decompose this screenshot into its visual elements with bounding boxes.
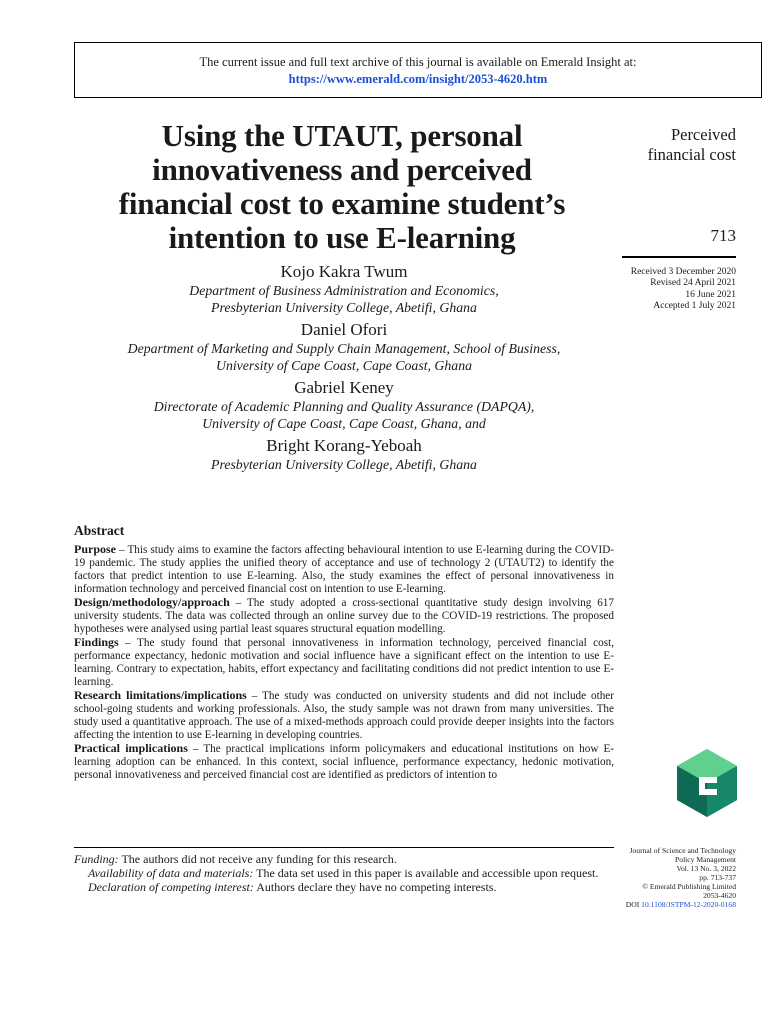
affiliation-line: Directorate of Academic Planning and Quality Assurance (DAPQA), bbox=[153, 399, 535, 414]
margin-divider bbox=[622, 256, 736, 258]
doi-link[interactable]: 10.1108/JSTPM-12-2020-0168 bbox=[641, 900, 736, 909]
received-line: Accepted 1 July 2021 bbox=[653, 300, 736, 311]
footnote-text: The authors did not receive any funding for this research. bbox=[118, 852, 397, 866]
affiliation-line: Presbyterian University College, Abetifi, Ghana bbox=[211, 457, 477, 472]
section-label: Design/methodology/approach bbox=[74, 595, 230, 609]
affiliation-line: Department of Marketing and Supply Chain Management, School of Business, bbox=[127, 341, 561, 356]
emerald-publishing-logo-icon bbox=[677, 749, 737, 817]
footnote-label: Declaration of competing interest: bbox=[88, 880, 254, 894]
author-name: Gabriel Keney bbox=[294, 378, 394, 397]
footnote-funding bbox=[74, 852, 614, 866]
received-line: 16 June 2021 bbox=[685, 289, 736, 300]
journal-notice-text: The current issue and full text archive of this journal is available on Emerald Insight at: bbox=[199, 55, 637, 69]
abstract-findings bbox=[74, 636, 614, 689]
footnote-competing bbox=[74, 880, 614, 894]
footnotes bbox=[74, 852, 614, 894]
section-label: Findings bbox=[74, 635, 119, 649]
section-text: – The study was conducted on university students and did not include other school-going students and working professionals. Also, the study sample was not drawn from many universities. The study used a quantitative approach. The use of a mixed-methods approach could provide deeper insights into the factors affecting the intention to use E-learning in developing countries. bbox=[74, 690, 614, 741]
journal-info-line: Vol. 13 No. 3, 2022 bbox=[676, 864, 736, 873]
footnote-label: Availability of data and materials: bbox=[88, 866, 254, 880]
section-text: – The practical implications inform policymakers and educational institutions on how E-learning adoption can be enhanced. In this context, social influence, performance expectancy, hedonic motivation, personal innovativeness and perceived financial cost are identified as predictors of intention to bbox=[74, 743, 615, 781]
abstract-practical bbox=[74, 742, 614, 782]
doi-line bbox=[600, 900, 736, 909]
title-line: innovativeness and perceived bbox=[152, 152, 532, 187]
footnote-availability bbox=[74, 866, 614, 880]
received-dates bbox=[600, 267, 736, 312]
paper-title bbox=[70, 119, 614, 255]
abstract-purpose bbox=[74, 543, 614, 596]
affiliation-line: University of Cape Coast, Cape Coast, Ghana, and bbox=[202, 416, 486, 431]
received-line: Revised 24 April 2021 bbox=[650, 278, 736, 289]
journal-info bbox=[600, 846, 736, 909]
author-name: Kojo Kakra Twum bbox=[280, 262, 408, 281]
affiliation-line: Presbyterian University College, Abetifi, Ghana bbox=[211, 300, 477, 315]
author-affiliation bbox=[74, 340, 614, 374]
received-line: Received 3 December 2020 bbox=[630, 267, 736, 277]
journal-info-line: © Emerald Publishing Limited bbox=[642, 882, 736, 891]
section-text: – The study adopted a cross-sectional quantitative study design involving 617 university students. The data was collected through an online survey due to the COVID-19 restrictions. The proposed hypotheses were analysed using partial least squares structural equation modelling. bbox=[74, 597, 614, 635]
section-label: Purpose bbox=[74, 542, 116, 556]
author-name: Bright Korang-Yeboah bbox=[266, 436, 422, 455]
section-label: Research limitations/implications bbox=[74, 688, 247, 702]
footnote-text: Authors declare they have no competing interests. bbox=[253, 880, 497, 894]
running-head bbox=[622, 125, 736, 165]
author-affiliation bbox=[74, 456, 614, 473]
title-line: intention to use E-learning bbox=[168, 220, 516, 255]
journal-info-line: 2053-4620 bbox=[703, 891, 736, 900]
journal-notice-box bbox=[74, 42, 762, 98]
page-number: 713 bbox=[710, 226, 736, 245]
running-head-line: Perceived bbox=[670, 125, 736, 144]
section-text: – This study aims to examine the factors affecting behavioural intention to use E-learning during the COVID-19 pandemic. The study applies the unified theory of acceptance and use of technology 2 (UTAUT2) to identify the factors that predict intention to use E-learning. Also, the study examines the effect of personal innovativeness in information technology and perceived financial cost on intention to use E-learning. bbox=[74, 544, 614, 595]
running-head-line: financial cost bbox=[647, 145, 736, 164]
section-text: – The study found that personal innovativeness in information technology, perceived financial cost, performance expectancy, hedonic motivation and social influence have a significant effect on the intention to use E-learning. Contrary to expectation, habits, effort expectancy and facilitating conditions did not predict intention to use E-learning. bbox=[74, 637, 614, 688]
author-list bbox=[74, 262, 614, 477]
abstract bbox=[74, 523, 614, 782]
doi-label: DOI bbox=[625, 900, 640, 909]
author-affiliation bbox=[74, 282, 614, 316]
journal-info-line: Journal of Science and Technology bbox=[629, 846, 736, 855]
title-line: Using the UTAUT, personal bbox=[161, 118, 523, 153]
title-line: financial cost to examine student’s bbox=[118, 186, 566, 221]
footnote-text: The data set used in this paper is available and accessible upon request. bbox=[253, 866, 599, 880]
footnote-divider bbox=[74, 847, 614, 848]
abstract-design bbox=[74, 596, 614, 636]
affiliation-line: Department of Business Administration and Economics, bbox=[189, 283, 499, 298]
author-affiliation bbox=[74, 398, 614, 432]
author-name: Daniel Ofori bbox=[300, 320, 388, 339]
section-label: Practical implications bbox=[74, 741, 188, 755]
footnote-label: Funding: bbox=[74, 852, 119, 866]
abstract-limitations bbox=[74, 689, 614, 742]
abstract-heading: Abstract bbox=[74, 523, 125, 538]
journal-info-line: Policy Management bbox=[675, 855, 736, 864]
affiliation-line: University of Cape Coast, Cape Coast, Ghana bbox=[215, 358, 472, 373]
journal-url-link[interactable]: https://www.emerald.com/insight/2053-4620.htm bbox=[288, 72, 548, 86]
journal-info-line: pp. 713-737 bbox=[699, 873, 736, 882]
